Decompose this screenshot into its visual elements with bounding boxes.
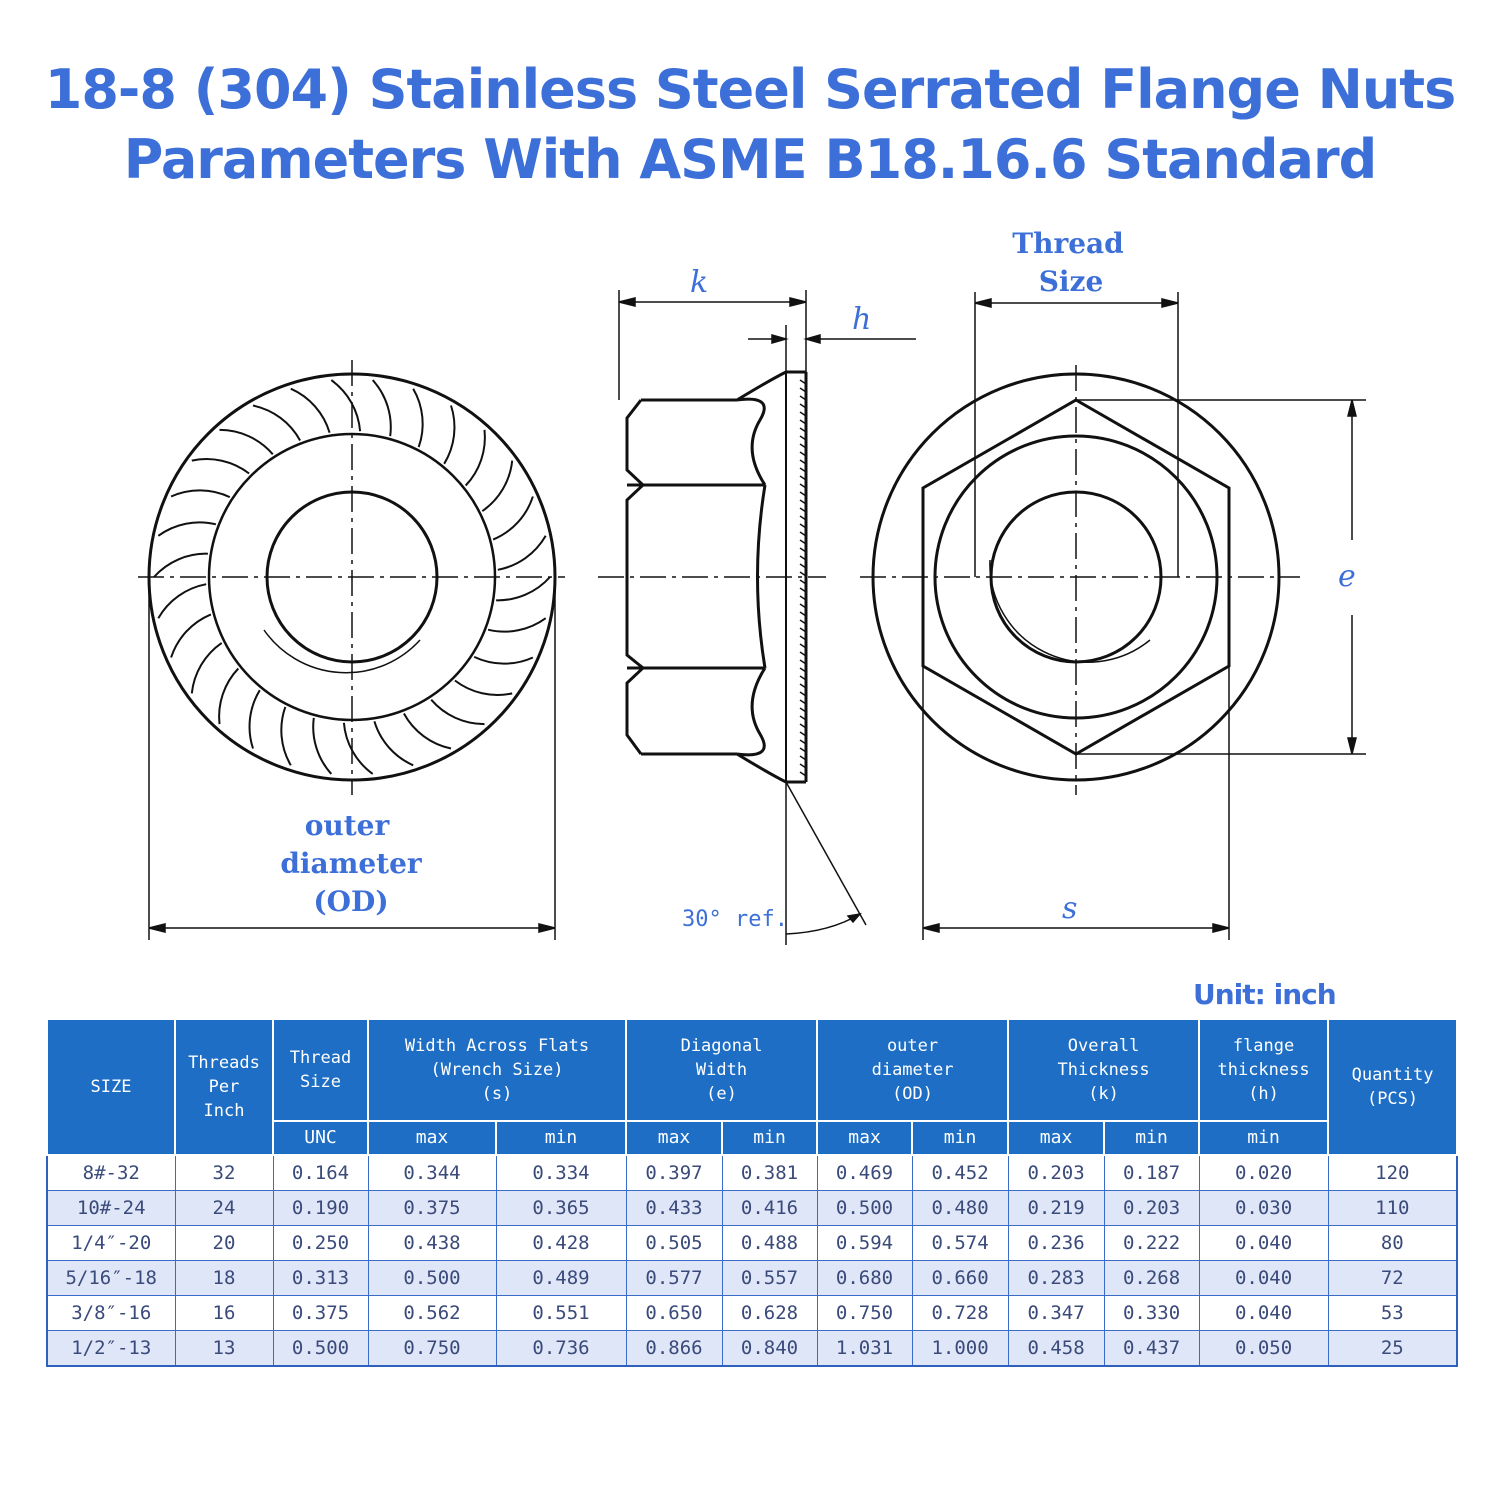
thread-size-label-2: Size <box>1038 265 1104 298</box>
table-cell: 0.347 <box>1008 1296 1104 1331</box>
table-row <box>47 1296 1457 1331</box>
table-cell: 0.505 <box>626 1226 722 1261</box>
header-threads-per-inch: Threads Per Inch <box>175 1019 273 1155</box>
header-size: SIZE <box>47 1019 175 1155</box>
table-cell: 80 <box>1328 1226 1457 1261</box>
table-cell: 18 <box>175 1261 273 1296</box>
serration-arc <box>220 430 273 454</box>
serration-arc <box>482 461 512 512</box>
serration-arc <box>154 554 208 577</box>
table-cell: 0.736 <box>496 1331 626 1367</box>
od-label-2: diameter <box>280 847 422 880</box>
table-cell: 1.000 <box>912 1331 1008 1367</box>
table-cell: 0.428 <box>496 1226 626 1261</box>
table-cell: 0.344 <box>368 1155 496 1191</box>
serration-arc <box>431 700 484 724</box>
table-cell: 0.040 <box>1199 1296 1328 1331</box>
table-cell: 0.660 <box>912 1261 1008 1296</box>
table-cell: 72 <box>1328 1261 1457 1296</box>
table-cell: 0.866 <box>626 1331 722 1367</box>
table-cell: 3/8″-16 <box>47 1296 175 1331</box>
od-label-1: outer <box>304 809 390 842</box>
table-cell: 32 <box>175 1155 273 1191</box>
table-cell: 8#-32 <box>47 1155 175 1191</box>
serration-arc <box>496 577 550 600</box>
serration-arc <box>291 389 330 433</box>
table-row <box>47 1191 1457 1226</box>
header-thread-size: Thread Size <box>273 1019 368 1121</box>
serration-arc <box>493 497 533 540</box>
serration-arc <box>474 657 533 664</box>
table-cell: 0.164 <box>273 1155 368 1191</box>
od-label-3: (OD) <box>313 885 389 918</box>
table-cell: 0.190 <box>273 1191 368 1226</box>
table-cell: 0.650 <box>626 1296 722 1331</box>
serration-arc <box>373 380 391 436</box>
k-label: k <box>690 265 709 300</box>
table-body <box>47 1155 1457 1366</box>
table-cell: 0.334 <box>496 1155 626 1191</box>
centerlines-right <box>860 365 1300 795</box>
table-cell: 1/4″-20 <box>47 1226 175 1261</box>
table-cell: 0.375 <box>368 1191 496 1226</box>
header-overall-thickness: Overall Thickness (k) <box>1008 1019 1199 1121</box>
table-cell: 1.031 <box>817 1331 912 1367</box>
table-cell: 0.469 <box>817 1155 912 1191</box>
table-cell: 20 <box>175 1226 273 1261</box>
table-cell: 0.187 <box>1104 1155 1199 1191</box>
table-cell: 0.500 <box>368 1261 496 1296</box>
serration-arc <box>331 380 360 431</box>
serration-arc <box>313 718 331 774</box>
table-row <box>47 1261 1457 1296</box>
table-cell: 0.840 <box>722 1331 817 1367</box>
table-cell: 0.236 <box>1008 1226 1104 1261</box>
table-cell: 0.050 <box>1199 1331 1328 1367</box>
k-dimension <box>619 290 806 400</box>
serration-arc <box>171 614 211 657</box>
serration-arc <box>219 669 238 725</box>
table-cell: 13 <box>175 1331 273 1367</box>
table-cell: 0.222 <box>1104 1226 1199 1261</box>
serration-arc <box>253 406 300 441</box>
table-cell: 0.551 <box>496 1296 626 1331</box>
table-row <box>47 1331 1457 1367</box>
serration-arc <box>158 584 206 618</box>
unit-label: Unit: inch <box>1193 978 1336 1011</box>
table-cell: 5/16″-18 <box>47 1261 175 1296</box>
table-cell: 0.416 <box>722 1191 817 1226</box>
table-cell: 0.680 <box>817 1261 912 1296</box>
table-cell: 0.480 <box>912 1191 1008 1226</box>
table-cell: 0.750 <box>368 1331 496 1367</box>
subheader-e-min: min <box>722 1121 817 1155</box>
table-cell: 25 <box>1328 1331 1457 1367</box>
serration-arc <box>455 681 512 695</box>
centerlines-left <box>138 360 565 795</box>
header-diagonal-width: Diagonal Width (e) <box>626 1019 817 1121</box>
serration-arc <box>171 490 230 497</box>
table-cell: 1/2″-13 <box>47 1331 175 1367</box>
page-title-line-1: 18-8 (304) Stainless Steel Serrated Flange Nuts <box>44 58 1456 121</box>
table-cell: 0.452 <box>912 1155 1008 1191</box>
angle-reference <box>786 782 866 945</box>
serration-arc <box>192 643 222 694</box>
header-quantity: Quantity (PCS) <box>1328 1019 1457 1155</box>
serration-arc <box>281 707 290 765</box>
table-cell: 120 <box>1328 1155 1457 1191</box>
subheader-unc: UNC <box>273 1121 368 1155</box>
table-cell: 0.219 <box>1008 1191 1104 1226</box>
table-cell: 0.557 <box>722 1261 817 1296</box>
e-label: e <box>1338 559 1356 594</box>
table-cell: 0.040 <box>1199 1226 1328 1261</box>
table-cell: 0.040 <box>1199 1261 1328 1296</box>
table-cell: 24 <box>175 1191 273 1226</box>
thread-size-label-1: Thread <box>1012 227 1124 260</box>
table-cell: 0.375 <box>273 1296 368 1331</box>
table-cell: 0.203 <box>1104 1191 1199 1226</box>
serration-arc <box>444 406 454 464</box>
subheader-od-min: min <box>912 1121 1008 1155</box>
header-flange-thickness: flange thickness (h) <box>1199 1019 1328 1121</box>
table-cell: 0.203 <box>1008 1155 1104 1191</box>
table-cell: 0.488 <box>722 1226 817 1261</box>
table-cell: 0.750 <box>817 1296 912 1331</box>
table-cell: 0.574 <box>912 1226 1008 1261</box>
table-cell: 0.500 <box>273 1331 368 1367</box>
table-cell: 0.562 <box>368 1296 496 1331</box>
table-cell: 0.283 <box>1008 1261 1104 1296</box>
serration-arc <box>158 522 216 535</box>
table-cell: 0.250 <box>273 1226 368 1261</box>
serration-arc <box>344 723 373 774</box>
angle-ref-label: 30° ref. <box>682 907 788 932</box>
page-title-line-2: Parameters With ASME B18.16.6 Standard <box>123 128 1377 191</box>
table-cell: 0.433 <box>626 1191 722 1226</box>
table-row <box>47 1155 1457 1191</box>
specifications-table <box>46 1018 1458 1367</box>
table-cell: 0.397 <box>626 1155 722 1191</box>
table-cell: 0.330 <box>1104 1296 1199 1331</box>
h-dimension <box>748 325 916 372</box>
table-cell: 110 <box>1328 1191 1457 1226</box>
table-cell: 0.030 <box>1199 1191 1328 1226</box>
serration-arc <box>192 459 249 473</box>
subheader-k-min: min <box>1104 1121 1199 1155</box>
header-width-across-flats: Width Across Flats (Wrench Size) (s) <box>368 1019 626 1121</box>
subheader-s-max: max <box>368 1121 496 1155</box>
table-cell: 0.313 <box>273 1261 368 1296</box>
table-cell: 16 <box>175 1296 273 1331</box>
serration-arc <box>374 721 413 765</box>
table-cell: 0.438 <box>368 1226 496 1261</box>
table-cell: 0.458 <box>1008 1331 1104 1367</box>
subheader-h-min: min <box>1199 1121 1328 1155</box>
table-cell: 0.500 <box>817 1191 912 1226</box>
table-cell: 0.268 <box>1104 1261 1199 1296</box>
serration-arc <box>250 690 260 748</box>
header-outer-diameter: outer diameter (OD) <box>817 1019 1008 1121</box>
serration-arc <box>488 618 546 631</box>
serration-arc <box>404 714 451 749</box>
table-cell: 0.577 <box>626 1261 722 1296</box>
subheader-s-min: min <box>496 1121 626 1155</box>
subheader-k-max: max <box>1008 1121 1104 1155</box>
table-cell: 0.728 <box>912 1296 1008 1331</box>
subheader-e-max: max <box>626 1121 722 1155</box>
serration-arc <box>466 430 485 486</box>
table-cell: 10#-24 <box>47 1191 175 1226</box>
serration-arc <box>498 536 546 570</box>
h-label: h <box>852 302 872 337</box>
table-row <box>47 1226 1457 1261</box>
table-cell: 0.365 <box>496 1191 626 1226</box>
s-label: s <box>1062 891 1078 926</box>
table-cell: 0.020 <box>1199 1155 1328 1191</box>
table-cell: 0.594 <box>817 1226 912 1261</box>
table-cell: 0.437 <box>1104 1331 1199 1367</box>
subheader-od-max: max <box>817 1121 912 1155</box>
table-cell: 0.489 <box>496 1261 626 1296</box>
table-cell: 53 <box>1328 1296 1457 1331</box>
table-cell: 0.628 <box>722 1296 817 1331</box>
serration-arc <box>413 389 422 447</box>
table-cell: 0.381 <box>722 1155 817 1191</box>
